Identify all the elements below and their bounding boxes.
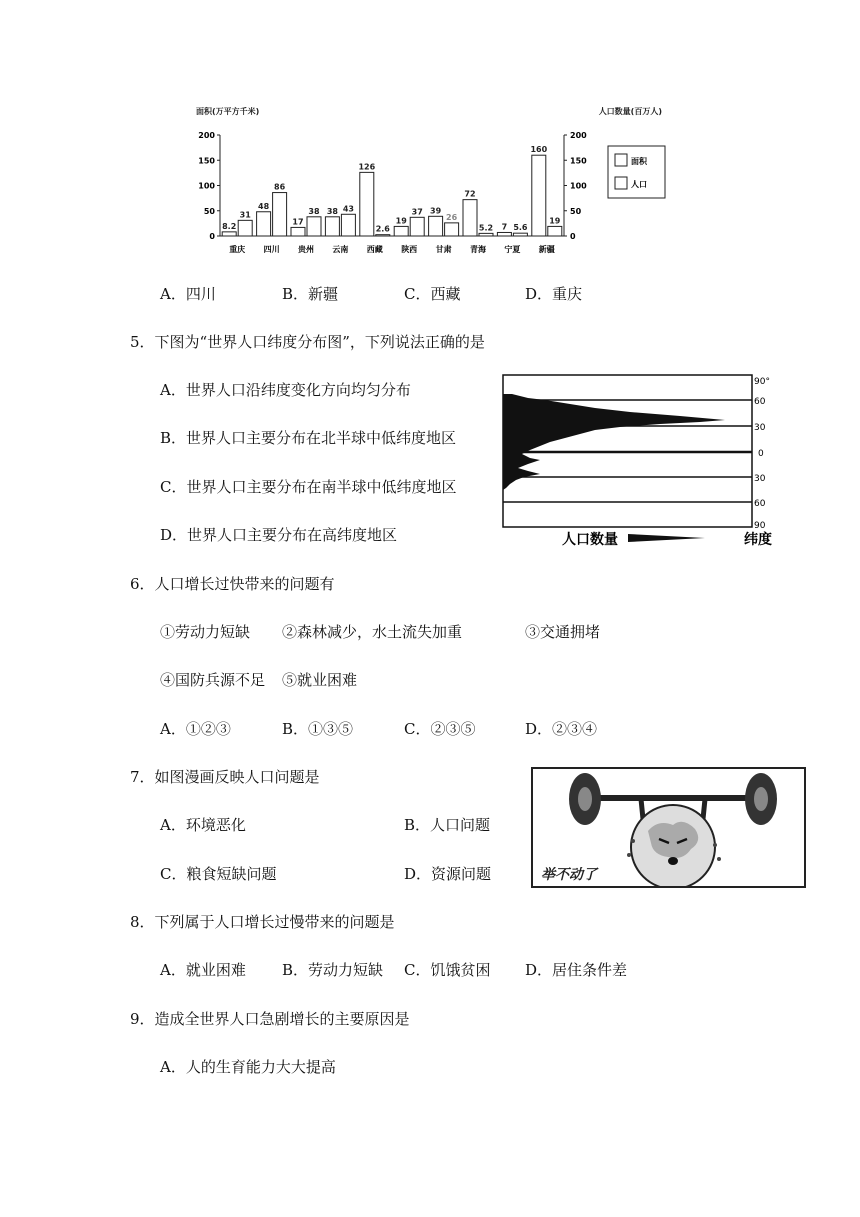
value-label-population: 86 — [274, 182, 286, 192]
lat-label-60n: 60 — [754, 397, 766, 407]
category-label: 新疆 — [538, 245, 555, 254]
x-axis-label: 人口数量 — [562, 532, 618, 548]
bar-population — [513, 233, 527, 236]
category-label: 甘肃 — [435, 245, 452, 254]
right-axis-title: 人口数量(百万人) — [598, 107, 662, 116]
category-label: 四川 — [263, 245, 280, 254]
arrow-icon — [628, 534, 705, 542]
bar-area — [291, 227, 305, 236]
value-label-population: 31 — [239, 210, 251, 220]
value-label-population: 26 — [446, 212, 458, 222]
y-tick-label-right: 200 — [570, 131, 587, 140]
q6-item-4: ④国防兵源不足 — [160, 671, 266, 689]
y-tick-label-right: 50 — [570, 206, 582, 216]
y-tick-label-left: 200 — [198, 131, 215, 140]
world-population-latitude-figure — [500, 372, 785, 550]
comic-caption: 举不动了 — [541, 867, 597, 883]
bar-population — [410, 217, 424, 236]
bar-population — [341, 214, 355, 236]
q6-item-1: ①劳动力短缺 — [160, 623, 251, 641]
q8-option-d[interactable]: D．居住条件差 — [525, 961, 628, 979]
bar-population — [548, 226, 562, 236]
q5-option-c[interactable]: C．世界人口主要分布在南半球中低纬度地区 — [160, 478, 457, 496]
province-area-population-chart — [190, 100, 670, 260]
q6-item-5: ⑤就业困难 — [282, 671, 358, 689]
value-label-population: 2.6 — [375, 224, 390, 234]
q9-option-a[interactable]: A．人的生育能力大大提高 — [160, 1058, 336, 1076]
bar-area — [394, 226, 408, 236]
value-label-area: 39 — [430, 206, 442, 216]
option-text: 西藏 — [430, 285, 461, 303]
q7-option-d[interactable]: D．资源问题 — [404, 865, 492, 883]
value-label-population: 19 — [549, 216, 561, 226]
category-label: 宁夏 — [504, 245, 521, 254]
bar-area — [497, 232, 511, 236]
bar-area — [360, 172, 374, 236]
value-label-area: 160 — [530, 145, 548, 155]
bar-population — [376, 235, 390, 236]
lat-label-90n: 90° — [754, 377, 770, 387]
bar-population — [479, 233, 493, 236]
option-text: 重庆 — [552, 285, 583, 303]
q4-option-b[interactable] — [282, 284, 338, 304]
q9-stem: 9．造成全世界人口急剧增长的主要原因是 — [130, 1010, 410, 1028]
left-axis-title: 面积(万平方千米) — [196, 107, 260, 116]
q6-option-b[interactable]: B．①③⑤ — [282, 720, 354, 738]
y-tick-label-right: 100 — [570, 181, 587, 191]
option-letter: B． — [282, 285, 309, 303]
bar-area — [532, 155, 546, 236]
value-label-area: 17 — [292, 217, 304, 227]
bar-area — [257, 212, 271, 236]
option-text: 四川 — [185, 285, 216, 303]
option-letter: A． — [160, 285, 186, 303]
q7-option-b[interactable]: B．人口问题 — [404, 816, 491, 834]
value-label-population: 38 — [308, 206, 320, 216]
value-label-area: 8.2 — [222, 221, 237, 231]
q6-item-3: ③交通拥堵 — [525, 623, 601, 641]
q5-option-b[interactable]: B．世界人口主要分布在北半球中低纬度地区 — [160, 429, 457, 447]
legend-swatch-population — [615, 177, 627, 189]
lat-label-30s: 30 — [754, 474, 766, 484]
y-tick-label-left: 0 — [209, 232, 215, 241]
q7-stem: 7．如图漫画反映人口问题是 — [130, 768, 320, 786]
q8-option-c[interactable]: C．饥饿贫困 — [404, 961, 491, 979]
legend-swatch-area — [615, 154, 627, 166]
value-label-area: 48 — [258, 201, 270, 211]
q6-option-c[interactable]: C．②③⑤ — [404, 720, 476, 738]
y-tick-label-right: 0 — [570, 232, 576, 241]
population-cartoon — [531, 767, 806, 888]
value-label-area: 126 — [358, 162, 376, 172]
bar-area — [463, 200, 477, 236]
option-letter: D． — [525, 285, 553, 303]
value-label-population: 5.2 — [478, 223, 494, 233]
lat-label-90s: 90 — [754, 521, 766, 531]
lat-label-0: 0 — [758, 449, 764, 459]
y-tick-label-left: 50 — [203, 206, 215, 216]
q6-option-d[interactable]: D．②③④ — [525, 720, 598, 738]
bar-population — [307, 217, 321, 236]
bar-population — [273, 193, 287, 236]
q6-option-a[interactable]: A．①②③ — [160, 720, 231, 738]
q6-item-2: ②森林减少，水土流失加重 — [282, 623, 463, 641]
q6-stem: 6．人口增长过快带来的问题有 — [130, 575, 335, 593]
bar-population — [238, 220, 252, 236]
value-label-population: 43 — [342, 204, 354, 214]
bar-area — [325, 217, 339, 236]
legend-label-population: 人口 — [631, 180, 647, 189]
q8-option-a[interactable]: A．就业困难 — [160, 961, 246, 979]
lat-label-60s: 60 — [754, 499, 766, 509]
q4-option-c[interactable] — [404, 284, 461, 304]
value-label-area: 19 — [395, 216, 407, 226]
y-axis-label: 纬度 — [744, 532, 772, 548]
value-label-population: 5.6 — [513, 223, 528, 233]
q5-option-d[interactable]: D．世界人口主要分布在高纬度地区 — [160, 526, 398, 544]
q8-stem: 8．下列属于人口增长过慢带来的问题是 — [130, 913, 395, 931]
option-letter: C． — [404, 285, 431, 303]
y-tick-label-left: 150 — [198, 156, 215, 166]
value-label-area: 38 — [326, 206, 338, 216]
category-label: 青海 — [470, 245, 486, 254]
value-label-population: 37 — [411, 207, 423, 217]
option-text: 新疆 — [308, 285, 339, 303]
value-label-area: 72 — [464, 189, 476, 199]
chart-legend — [608, 146, 665, 198]
q7-option-c[interactable]: C．粮食短缺问题 — [160, 865, 277, 883]
legend-label-area: 面积 — [631, 157, 647, 166]
category-label: 陕西 — [401, 245, 418, 254]
q5-option-a[interactable]: A．世界人口沿纬度变化方向均匀分布 — [160, 381, 411, 399]
category-label: 西藏 — [366, 245, 383, 254]
q7-option-a[interactable]: A．环境恶化 — [160, 816, 246, 834]
q4-option-a[interactable] — [160, 284, 216, 304]
category-label: 重庆 — [229, 245, 246, 254]
category-label: 云南 — [332, 245, 349, 254]
bar-area — [429, 216, 443, 236]
category-label: 贵州 — [298, 245, 314, 254]
bar-area — [222, 232, 236, 236]
q5-stem: 5．下图为“世界人口纬度分布图”，下列说法正确的是 — [130, 333, 485, 351]
lat-label-30n: 30 — [754, 423, 766, 433]
q4-option-d[interactable] — [525, 284, 582, 304]
y-tick-label-right: 150 — [570, 156, 587, 166]
q8-option-b[interactable]: B．劳动力短缺 — [282, 961, 384, 979]
y-tick-label-left: 100 — [198, 181, 215, 191]
bar-population — [445, 223, 459, 236]
value-label-area: 7 — [501, 222, 508, 232]
